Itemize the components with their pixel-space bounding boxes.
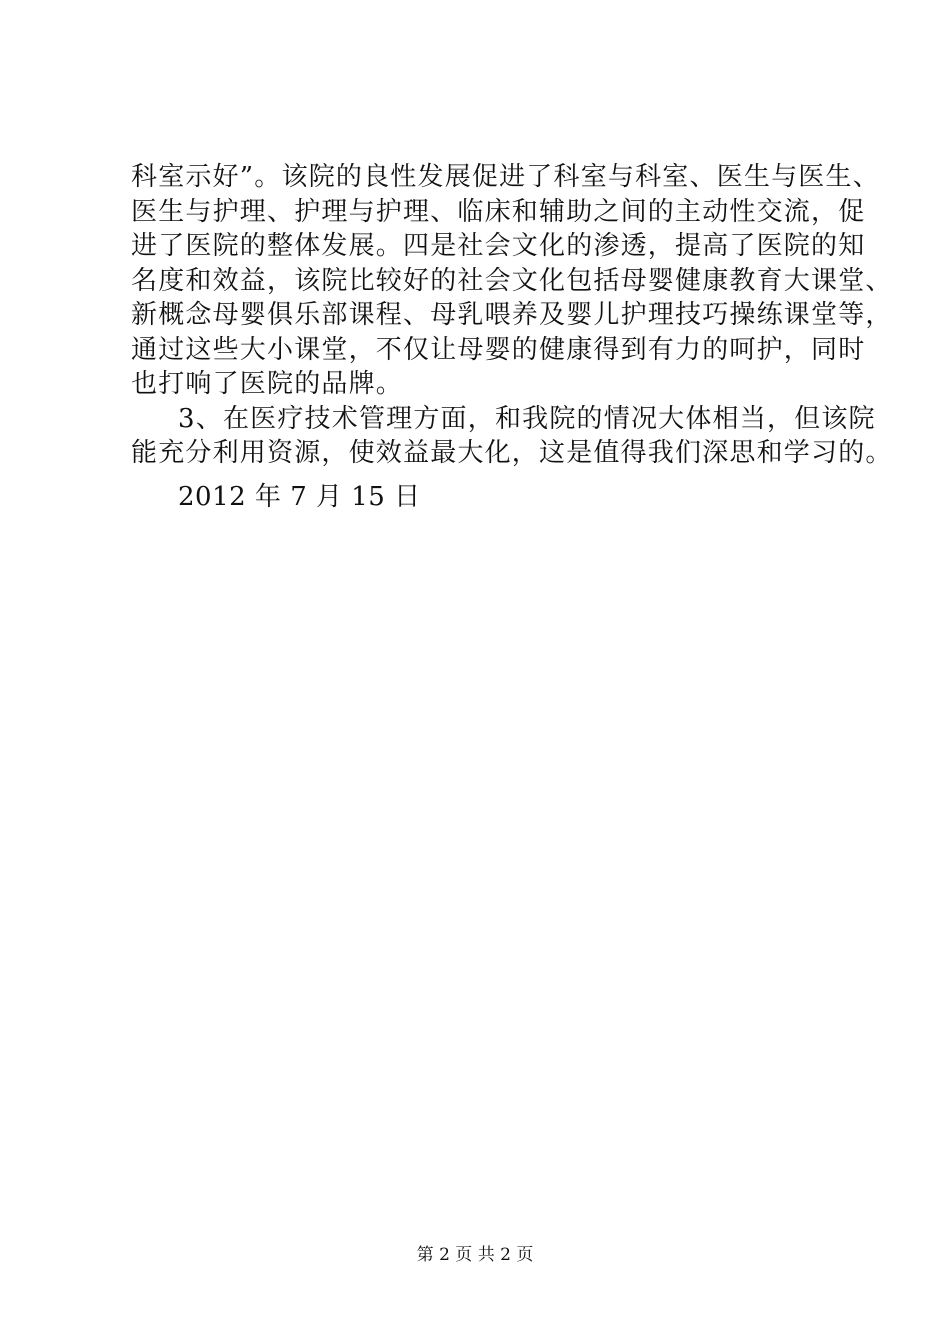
paragraph-line: 新概念母婴俱乐部课程、母乳喂养及婴儿护理技巧操练课堂等，: [131, 300, 893, 330]
paragraph-line: 通过这些大小课堂，不仅让母婴的健康得到有力的呵护，同时: [131, 334, 866, 365]
paragraph-line: 进了医院的整体发展。四是社会文化的渗透，提高了医院的知: [131, 231, 866, 261]
paragraph-line: 名度和效益，该院比较好的社会文化包括母婴健康教育大课堂、: [131, 265, 893, 296]
paragraph-line: 科室示好”。该院的良性发展促进了科室与科室、医生与医生、: [131, 162, 880, 192]
paragraph-line: 能充分利用资源，使效益最大化，这是值得我们深思和学习的。: [131, 438, 893, 468]
paragraph-line: 医生与护理、护理与护理、临床和辅助之间的主动性交流，促: [131, 196, 866, 227]
document-date: 2012 年 7 月 15 日: [178, 482, 421, 512]
paragraph-line: 也打响了医院的品牌。: [131, 369, 404, 399]
page-footer: 第 2 页 共 2 页: [416, 1245, 534, 1265]
document-body: [131, 160, 893, 471]
paragraph-line: 3、在医疗技术管理方面，和我院的情况大体相当，但该院: [178, 403, 876, 434]
